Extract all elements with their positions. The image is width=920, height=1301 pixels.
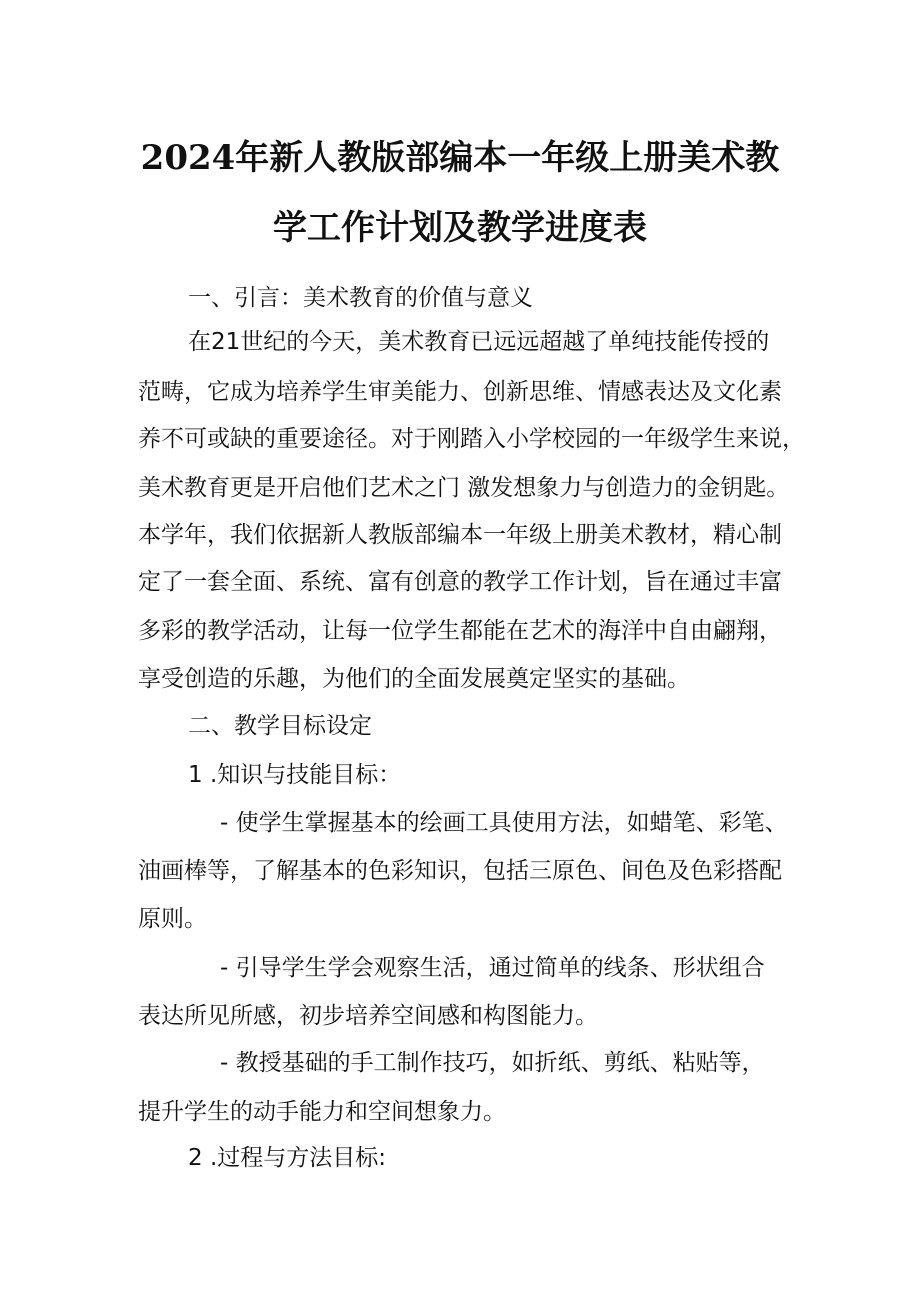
paragraph-line: 定了一套全面、系统、富有创意的教学工作计划，旨在通过丰富 [138, 569, 782, 595]
subheading-process-methods: 2 .过程与方法目标: [188, 1145, 387, 1171]
list-item-line: 油画棒等，了解基本的色彩知识，包括三原色、间色及色彩搭配 [138, 858, 782, 884]
paragraph-line: 多彩的教学活动，让每一位学生都能在艺术的海洋中自由翩翔， [138, 618, 782, 644]
list-item-line: - 使学生掌握基本的绘画工具使用方法，如蜡笔、彩笔、 [220, 810, 788, 836]
paragraph-line: 养不可或缺的重要途径。对于刚踏入小学校园的一年级学生来说， [138, 426, 805, 452]
paragraph-line: 美术教育更是开启他们艺术之门 激发想象力与创造力的金钥匙。 [138, 475, 790, 501]
section-heading-goals: 二、教学目标设定 [188, 713, 372, 739]
list-item-line: 原则。 [138, 906, 207, 932]
document-title-line-2: 学工作计划及教学进度表 [273, 208, 647, 248]
list-item-line: 提升学生的动手能力和空间想象力。 [138, 1099, 506, 1125]
list-item-line: 表达所见所感，初步培养空间感和构图能力。 [138, 1003, 598, 1029]
paragraph-line: 在21世纪的今天，美术教育已远远超越了单纯技能传授的 [188, 329, 770, 355]
document-title-line-1: 2024年新人教版部编本一年级上册美术教 [140, 138, 780, 178]
paragraph-line: 范畴，它成为培养学生审美能力、创新思维、情感表达及文化素 [138, 379, 782, 405]
paragraph-line: 本学年，我们依据新人教版部编本一年级上册美术教材，精心制 [138, 522, 782, 548]
list-item-line: - 引导学生学会观察生活，通过简单的线条、形状组合 [220, 955, 765, 981]
subheading-knowledge-skills: 1 .知识与技能目标： [188, 762, 402, 788]
list-item-line: - 教授基础的手工制作技巧，如折纸、剪纸、粘贴等， [220, 1050, 765, 1076]
section-heading-introduction: 一、引言：美术教育的价值与意义 [188, 285, 533, 311]
paragraph-line: 享受创造的乐趣，为他们的全面发展奠定坚实的基础。 [138, 666, 690, 692]
